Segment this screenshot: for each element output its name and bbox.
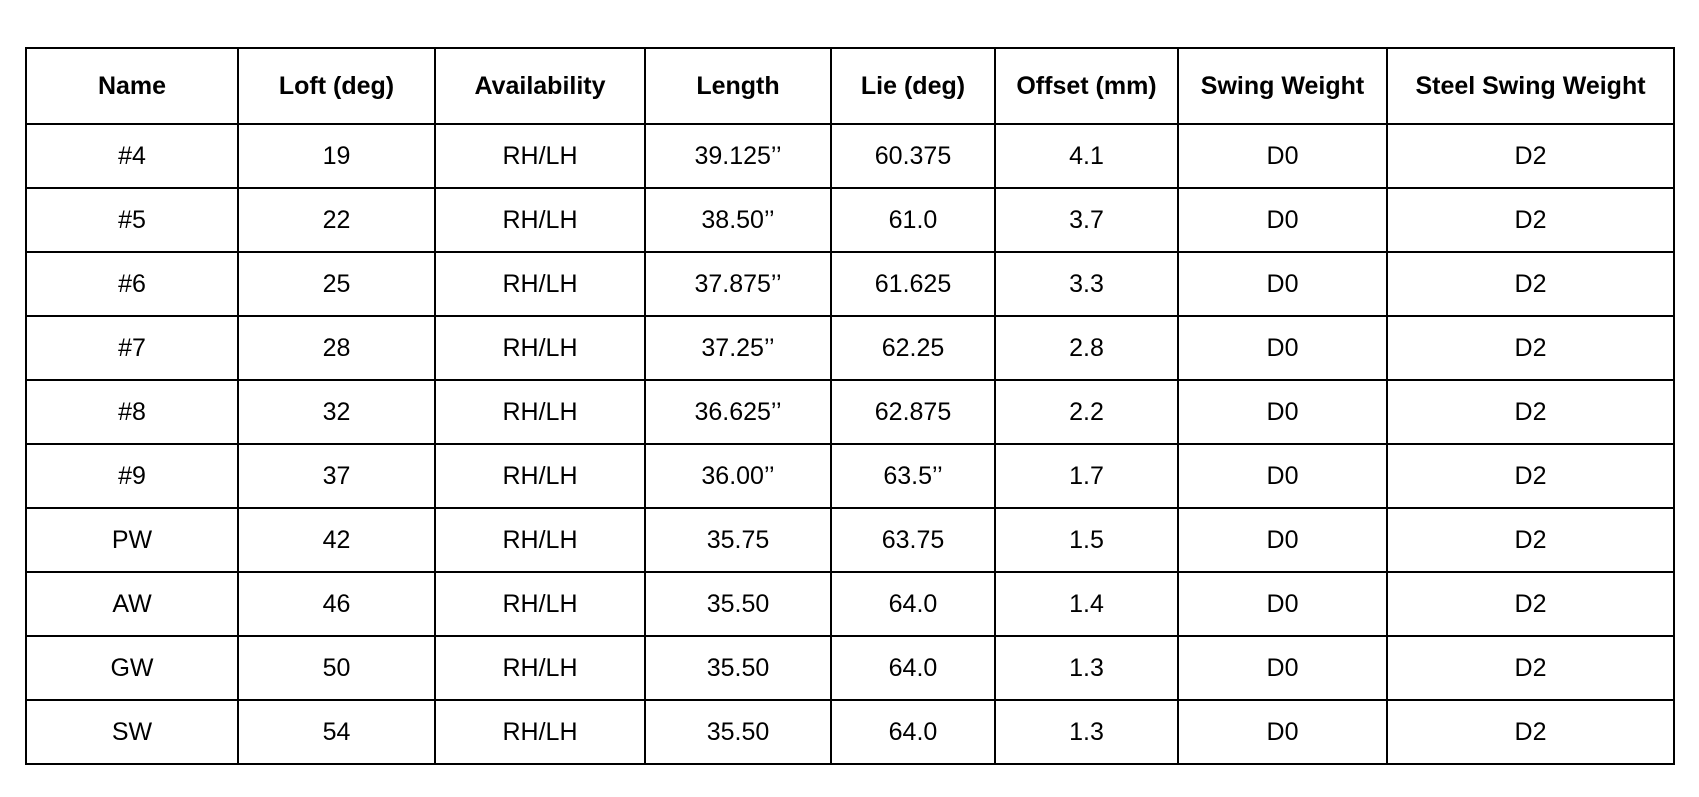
cell-lie: 64.0 [831, 700, 995, 764]
cell-steel-swing-weight: D2 [1387, 124, 1674, 188]
cell-offset: 3.3 [995, 252, 1178, 316]
cell-offset: 1.4 [995, 572, 1178, 636]
cell-availability: RH/LH [435, 636, 645, 700]
cell-swing-weight: D0 [1178, 188, 1387, 252]
cell-name: SW [26, 700, 238, 764]
cell-steel-swing-weight: D2 [1387, 700, 1674, 764]
cell-offset: 2.2 [995, 380, 1178, 444]
cell-swing-weight: D0 [1178, 636, 1387, 700]
cell-length: 39.125’’ [645, 124, 831, 188]
column-header-lie: Lie (deg) [831, 48, 995, 124]
cell-length: 37.875’’ [645, 252, 831, 316]
column-header-loft: Loft (deg) [238, 48, 435, 124]
cell-name: #9 [26, 444, 238, 508]
cell-availability: RH/LH [435, 572, 645, 636]
cell-lie: 62.875 [831, 380, 995, 444]
cell-swing-weight: D0 [1178, 380, 1387, 444]
cell-availability: RH/LH [435, 252, 645, 316]
table-row [26, 572, 1674, 636]
column-header-length: Length [645, 48, 831, 124]
cell-length: 35.50 [645, 636, 831, 700]
table-row [26, 700, 1674, 764]
cell-offset: 3.7 [995, 188, 1178, 252]
cell-loft: 32 [238, 380, 435, 444]
cell-lie: 61.0 [831, 188, 995, 252]
cell-swing-weight: D0 [1178, 316, 1387, 380]
cell-lie: 61.625 [831, 252, 995, 316]
cell-availability: RH/LH [435, 444, 645, 508]
cell-length: 35.75 [645, 508, 831, 572]
cell-offset: 1.3 [995, 636, 1178, 700]
table-row [26, 124, 1674, 188]
cell-lie: 60.375 [831, 124, 995, 188]
table-row [26, 508, 1674, 572]
cell-swing-weight: D0 [1178, 252, 1387, 316]
table-row [26, 444, 1674, 508]
cell-name: GW [26, 636, 238, 700]
cell-availability: RH/LH [435, 700, 645, 764]
cell-swing-weight: D0 [1178, 700, 1387, 764]
cell-loft: 50 [238, 636, 435, 700]
cell-loft: 28 [238, 316, 435, 380]
cell-steel-swing-weight: D2 [1387, 380, 1674, 444]
table-header-row [26, 48, 1674, 124]
cell-availability: RH/LH [435, 380, 645, 444]
table-row [26, 636, 1674, 700]
cell-offset: 1.5 [995, 508, 1178, 572]
cell-name: PW [26, 508, 238, 572]
cell-loft: 25 [238, 252, 435, 316]
cell-steel-swing-weight: D2 [1387, 316, 1674, 380]
cell-steel-swing-weight: D2 [1387, 508, 1674, 572]
cell-steel-swing-weight: D2 [1387, 572, 1674, 636]
table-row [26, 316, 1674, 380]
cell-lie: 64.0 [831, 636, 995, 700]
table-row [26, 188, 1674, 252]
cell-loft: 22 [238, 188, 435, 252]
column-header-steel-swing-weight: Steel Swing Weight [1387, 48, 1674, 124]
column-header-availability: Availability [435, 48, 645, 124]
cell-name: #8 [26, 380, 238, 444]
cell-availability: RH/LH [435, 508, 645, 572]
column-header-name: Name [26, 48, 238, 124]
cell-length: 37.25’’ [645, 316, 831, 380]
cell-steel-swing-weight: D2 [1387, 636, 1674, 700]
cell-length: 36.00’’ [645, 444, 831, 508]
cell-loft: 54 [238, 700, 435, 764]
cell-availability: RH/LH [435, 188, 645, 252]
cell-offset: 4.1 [995, 124, 1178, 188]
table-row [26, 252, 1674, 316]
cell-loft: 42 [238, 508, 435, 572]
cell-swing-weight: D0 [1178, 572, 1387, 636]
cell-swing-weight: D0 [1178, 508, 1387, 572]
cell-lie: 64.0 [831, 572, 995, 636]
cell-lie: 63.5’’ [831, 444, 995, 508]
cell-name: #5 [26, 188, 238, 252]
cell-swing-weight: D0 [1178, 124, 1387, 188]
column-header-offset: Offset (mm) [995, 48, 1178, 124]
cell-availability: RH/LH [435, 316, 645, 380]
table-row [26, 380, 1674, 444]
cell-offset: 1.3 [995, 700, 1178, 764]
cell-steel-swing-weight: D2 [1387, 444, 1674, 508]
column-header-swing-weight: Swing Weight [1178, 48, 1387, 124]
cell-lie: 62.25 [831, 316, 995, 380]
cell-length: 35.50 [645, 700, 831, 764]
spec-table-container [25, 47, 1673, 765]
cell-offset: 1.7 [995, 444, 1178, 508]
cell-length: 35.50 [645, 572, 831, 636]
cell-name: #7 [26, 316, 238, 380]
cell-name: #4 [26, 124, 238, 188]
cell-lie: 63.75 [831, 508, 995, 572]
cell-loft: 37 [238, 444, 435, 508]
club-specifications-table [25, 47, 1675, 765]
cell-loft: 46 [238, 572, 435, 636]
cell-length: 38.50’’ [645, 188, 831, 252]
cell-name: AW [26, 572, 238, 636]
cell-name: #6 [26, 252, 238, 316]
cell-loft: 19 [238, 124, 435, 188]
cell-swing-weight: D0 [1178, 444, 1387, 508]
cell-offset: 2.8 [995, 316, 1178, 380]
cell-steel-swing-weight: D2 [1387, 252, 1674, 316]
cell-availability: RH/LH [435, 124, 645, 188]
cell-steel-swing-weight: D2 [1387, 188, 1674, 252]
cell-length: 36.625’’ [645, 380, 831, 444]
